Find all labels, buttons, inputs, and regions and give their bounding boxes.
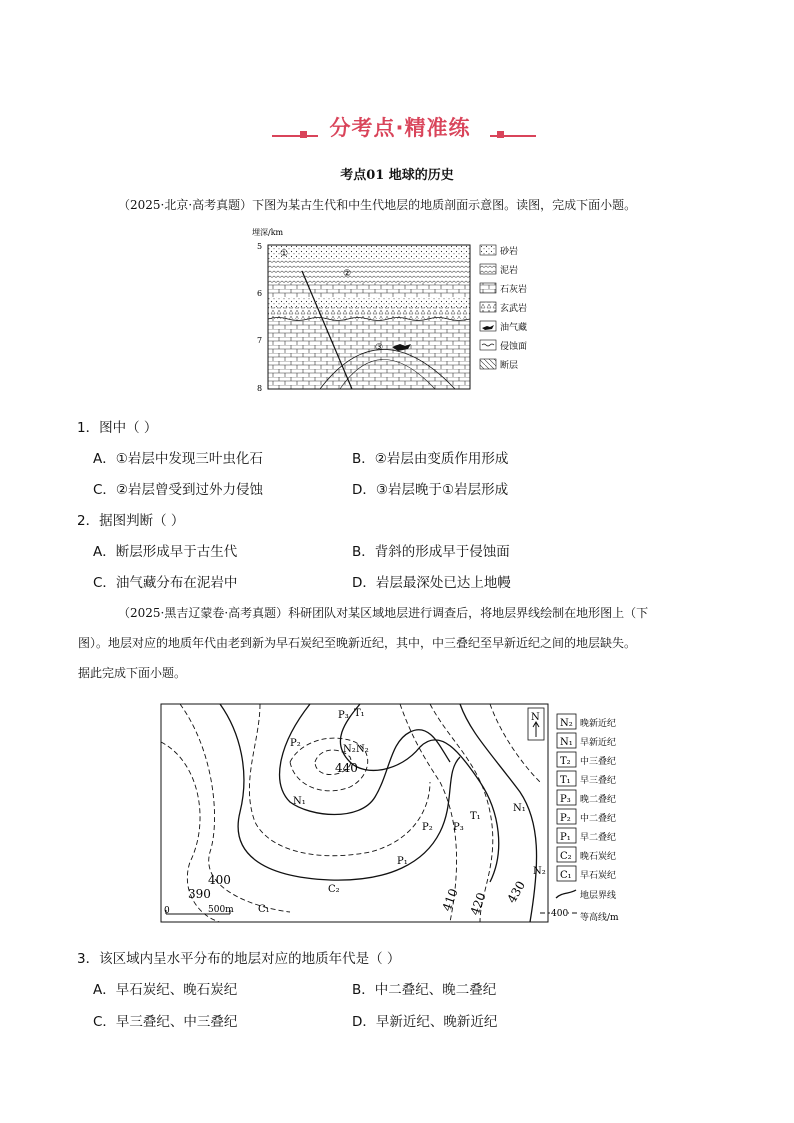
legend-code: T₂: [560, 756, 571, 767]
legend-label-fault: 断层: [500, 361, 519, 371]
question-2-option-a[interactable]: A．断层形成早于古生代: [93, 544, 238, 560]
layer-mudstone-2: [268, 259, 470, 283]
intro-paragraph-2-line-1: （2025·黑吉辽蒙卷·高考真题）科研团队对某区域地层进行调查后，将地层界线绘制在地形图上（下: [118, 606, 649, 620]
legend-label-limestone: 石灰岩: [500, 285, 528, 295]
question-1-option-d[interactable]: D．③岩层晚于①岩层形成: [352, 482, 509, 498]
formation-code: P₂: [290, 738, 301, 749]
contour-label-390: 390: [188, 887, 211, 901]
depth-tick-5: 5: [257, 242, 263, 251]
layer-limestone-band: [268, 283, 470, 297]
question-2-option-b[interactable]: B．背斜的形成早于侵蚀面: [352, 544, 510, 560]
formation-code: N₂: [343, 744, 356, 755]
layer-label-1: ①: [280, 249, 289, 259]
legend-label: 晚二叠纪: [580, 795, 617, 805]
intro-paragraph-1: （2025·北京·高考真题）下图为某古生代和中生代地层的地质剖面示意图。读图，完成下面小题。: [118, 198, 637, 212]
legend-code: P₂: [560, 813, 571, 824]
scale-label-zero: 0: [164, 906, 170, 916]
legend-swatch-fault: [480, 359, 496, 369]
question-2-option-d[interactable]: D．岩层最深处已达上地幔: [352, 575, 511, 591]
question-3-option-b[interactable]: B．中二叠纪、晚二叠纪: [352, 982, 497, 998]
legend-swatch-limestone: [480, 283, 496, 293]
question-3-stem: 3．该区域内呈水平分布的地层对应的地质年代是（ ）: [77, 951, 401, 967]
formation-code: P₃: [453, 822, 464, 833]
depth-axis-label: 埋深/km: [252, 228, 284, 237]
formation-code: N₁: [293, 796, 306, 807]
legend-code: N₂: [560, 718, 573, 729]
formation-code: C₁: [258, 904, 270, 915]
banner-right-line: [490, 135, 536, 137]
legend-swatch-sandstone: [480, 245, 496, 255]
legend-boundary-icon: [556, 890, 576, 898]
geologic-topographic-map: [160, 702, 650, 927]
legend-label-basalt: 玄武岩: [500, 304, 528, 314]
contour-label-430: 430: [504, 878, 529, 906]
question-1-option-c[interactable]: C．②岩层曾受到过外力侵蚀: [93, 482, 264, 498]
layer-label-2: ②: [343, 269, 352, 279]
legend-label-oil-gas: 油气藏: [500, 323, 528, 333]
scale-label-500m: 500m: [208, 905, 234, 915]
legend-code: T₁: [560, 775, 571, 786]
map-legend: [557, 714, 616, 881]
legend-label-erosion: 侵蚀面: [500, 342, 528, 352]
layer-sandstone-band: [268, 297, 470, 307]
formation-code: N₂: [533, 866, 546, 877]
legend-label: 早二叠纪: [580, 833, 617, 843]
legend-code: C₁: [560, 870, 572, 881]
question-1-option-a[interactable]: A．①岩层中发现三叶虫化石: [93, 451, 263, 467]
formation-code: T₁: [354, 708, 365, 719]
question-2-stem: 2．据图判断（ ）: [77, 513, 185, 529]
legend-swatch-basalt: [480, 302, 496, 312]
legend-label-sandstone: 砂岩: [500, 247, 519, 257]
legend-contour-label: 等高线/m: [580, 913, 619, 923]
contour-label-440: 440: [335, 761, 358, 775]
layer-sandstone-1: [268, 245, 470, 259]
contour-label-420: 420: [467, 890, 489, 918]
formation-code: C₂: [328, 884, 340, 895]
formation-code: N₁: [513, 803, 526, 814]
formation-code: T₁: [470, 811, 481, 822]
depth-tick-8: 8: [257, 384, 263, 393]
depth-tick-7: 7: [257, 336, 263, 345]
map-frame: [161, 704, 548, 922]
legend-code: C₂: [560, 851, 572, 862]
legend-code: N₁: [560, 737, 573, 748]
legend-label: 晚新近纪: [580, 719, 617, 729]
legend-label: 中二叠纪: [580, 814, 617, 824]
layer-label-3: ③: [375, 343, 384, 353]
question-1-stem: 1．图中（ ）: [77, 420, 158, 436]
legend-contour-sample: 400: [551, 909, 569, 919]
legend-code: P₃: [560, 794, 571, 805]
formation-code: P₁: [397, 856, 408, 867]
intro-paragraph-2-line-3: 据此完成下面小题。: [78, 666, 187, 680]
question-1-option-b[interactable]: B．②岩层由变质作用形成: [352, 451, 509, 467]
legend-label-mudstone: 泥岩: [500, 266, 519, 276]
banner-title: 分考点·精准练: [329, 116, 471, 140]
north-label: N: [531, 712, 540, 723]
question-3-option-a[interactable]: A．早石炭纪、晚石炭纪: [93, 982, 238, 998]
contour-label-400: 400: [208, 873, 231, 887]
question-2-option-c[interactable]: C．油气藏分布在泥岩中: [93, 575, 238, 591]
formation-code: N₂: [356, 744, 369, 755]
layer-limestone-base: [268, 319, 470, 389]
formation-code: P₃: [338, 710, 349, 721]
question-3-option-d[interactable]: D．早新近纪、晚新近纪: [352, 1014, 498, 1030]
legend-swatch-mudstone: [480, 264, 496, 274]
legend-code: P₁: [560, 832, 571, 843]
geologic-profile-figure: [240, 225, 530, 395]
depth-tick-6: 6: [257, 289, 263, 298]
legend-label: 早新近纪: [580, 738, 617, 748]
legend-boundary-label: 地层界线: [580, 891, 617, 901]
legend-label: 中三叠纪: [580, 757, 617, 767]
legend-label: 早三叠纪: [580, 776, 617, 786]
section-title: 考点01 地球的历史: [340, 168, 454, 183]
legend-label: 晚石炭纪: [580, 852, 617, 862]
contour-label-410: 410: [439, 886, 461, 914]
question-3-option-c[interactable]: C．早三叠纪、中三叠纪: [93, 1014, 238, 1030]
intro-paragraph-2-line-2: 图）。地层对应的地质年代由老到新为早石炭纪至晚新近纪，其中，中三叠纪至早新近纪之间的地层缺失。: [78, 636, 637, 650]
formation-code: P₂: [422, 822, 433, 833]
legend-label: 早石炭纪: [580, 871, 617, 881]
